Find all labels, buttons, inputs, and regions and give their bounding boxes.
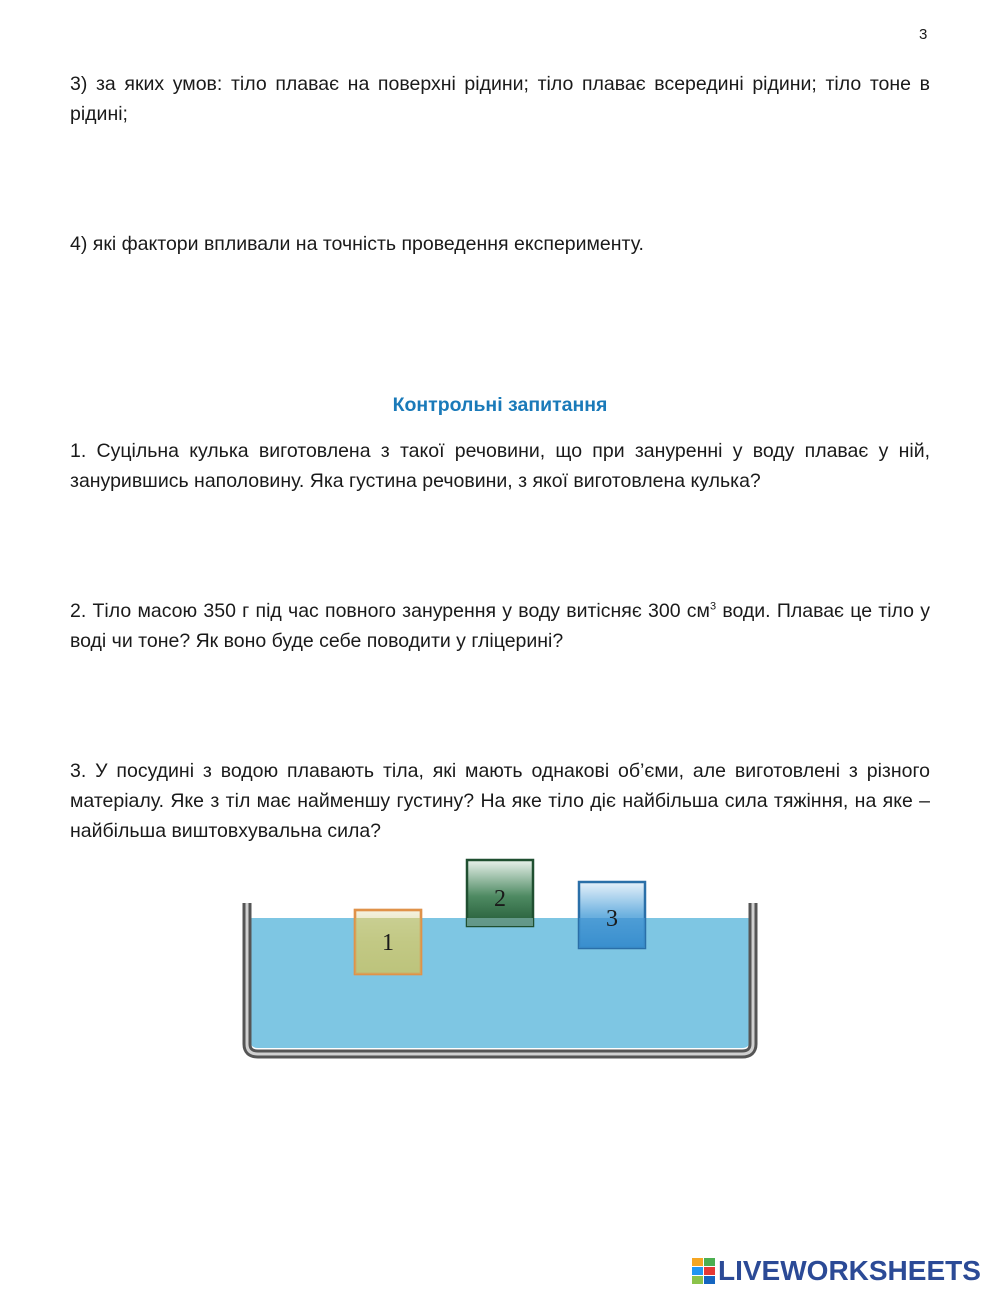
question-2-text-start: 2. Тіло масою 350 г під час повного занурення у воду витісняє 300 см [70,600,710,622]
block-3-label: 3 [606,906,618,932]
water [250,918,750,1048]
block-2 [467,860,533,926]
question-1: 1. Суцільна кулька виготовлена з такої речовини, що при зануренні у воду плаває у ній, занурившись наполовину. Яка густина речовини, з якої виготовлена кулька? [70,440,930,492]
section-heading: Контрольні запитання [392,394,608,416]
item-3-conditions: 3) за яких умов: тіло плаває на поверхні рідини; тіло плаває всередині рідини; тіло тоне в рідині; [70,73,930,125]
page-number: 3 [919,26,928,43]
question-2-text-end: води. Плаває це тіло у воді чи тоне? Як воно буде себе поводити у гліцерині? [70,600,930,652]
block-3 [579,882,645,948]
liveworksheets-logo [692,1254,981,1288]
question-2 [70,596,930,656]
logo-text: LIVEWORKSHEETS [718,1255,981,1286]
item-4-factors: 4) які фактори впливали на точність проведення експерименту. [70,233,644,255]
block-1-label: 1 [382,930,394,956]
logo-mark-icon [692,1258,716,1284]
vessel-figure [230,850,770,1070]
question-3: 3. У посудині з водою плавають тіла, які мають однакові об’єми, але виготовлені з різного матеріалу. Яке з тіл має найменшу густину? На яке тіло діє найбільша сила тяжіння, на яке – найбільша виштовхувальна сила? [70,760,930,842]
question-2-superscript: 3 [709,600,717,613]
block-1 [355,910,421,974]
block-2-label: 2 [494,886,506,912]
